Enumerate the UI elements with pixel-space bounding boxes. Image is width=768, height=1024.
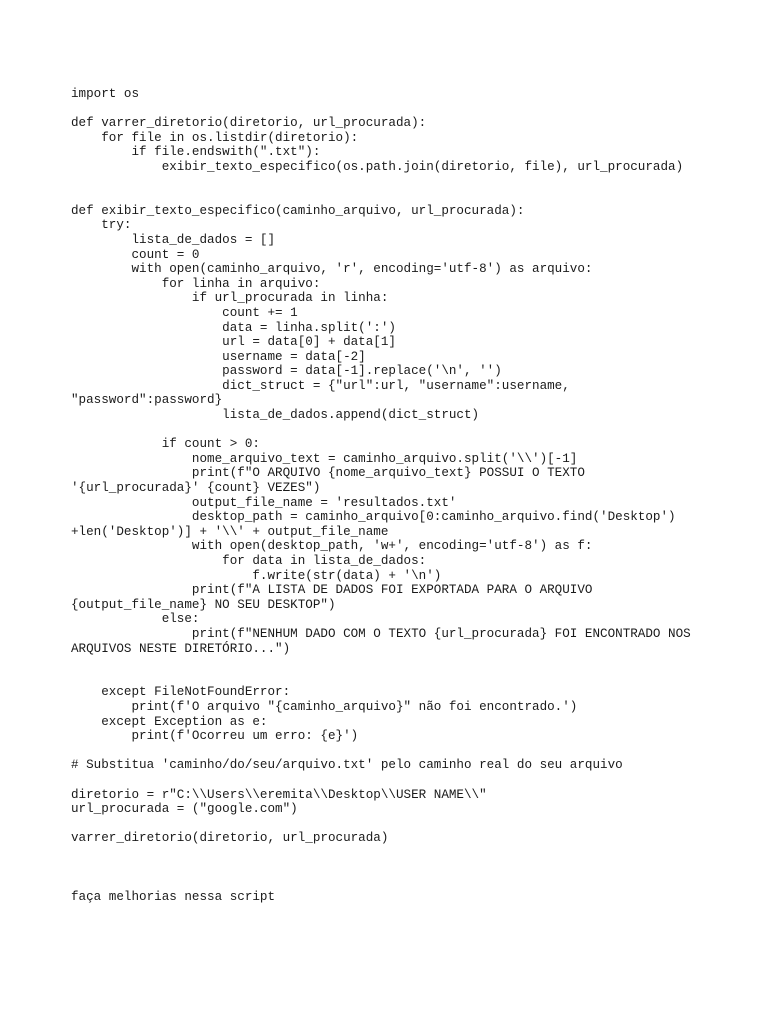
code-line <box>71 817 691 832</box>
code-line <box>71 656 691 671</box>
code-line <box>71 175 691 190</box>
code-line: count = 0 <box>71 247 200 262</box>
code-line: password = data[-1].replace('\n', '') <box>71 364 502 379</box>
code-line: '{url_procurada}' {count} VEZES") <box>71 481 321 496</box>
code-line: exibir_texto_especifico(os.path.join(diretorio, file), url_procurada) <box>71 159 684 174</box>
code-line <box>71 671 691 686</box>
code-line: with open(caminho_arquivo, 'r', encoding='utf-8') as arquivo: <box>71 262 593 277</box>
code-line: for data in lista_de_dados: <box>71 554 427 568</box>
code-line: lista_de_dados = [] <box>71 232 276 247</box>
code-line: lista_de_dados.append(dict_struct) <box>71 408 480 423</box>
code-line: try: <box>71 218 132 233</box>
code-line: for linha in arquivo: <box>71 276 321 291</box>
code-line: else: <box>71 612 200 627</box>
code-line <box>71 846 691 861</box>
code-line <box>71 744 691 759</box>
code-line: faça melhorias nessa script <box>71 889 276 904</box>
code-line: if count > 0: <box>71 437 260 452</box>
code-line: print(f'O arquivo "{caminho_arquivo}" não foi encontrado.') <box>71 699 578 714</box>
code-line: "password":password} <box>71 393 223 408</box>
code-line: f.write(str(data) + '\n') <box>71 568 442 583</box>
code-line: {output_file_name} NO SEU DESKTOP") <box>71 597 336 612</box>
code-line: print(f"O ARQUIVO {nome_arquivo_text} POSSUI O TEXTO <box>71 466 585 481</box>
code-line: output_file_name = 'resultados.txt' <box>71 495 457 510</box>
code-line: url = data[0] + data[1] <box>71 335 396 350</box>
code-line <box>71 423 691 438</box>
code-line: if file.endswith(".txt"): <box>71 145 321 160</box>
code-line: count += 1 <box>71 305 298 320</box>
code-line: for file in os.listdir(diretorio): <box>71 130 359 145</box>
code-line <box>71 773 691 788</box>
code-text <box>71 87 691 904</box>
code-line: url_procurada = ("google.com") <box>71 802 298 817</box>
code-line: username = data[-2] <box>71 349 366 364</box>
code-line: except FileNotFoundError: <box>71 685 291 700</box>
code-line <box>71 875 691 890</box>
code-line: def exibir_texto_especifico(caminho_arquivo, url_procurada): <box>71 203 525 218</box>
code-line: diretorio = r"C:\\Users\\eremita\\Desktop\\USER NAME\\" <box>71 787 487 802</box>
code-line <box>71 189 691 204</box>
code-line: dict_struct = {"url":url, "username":username, <box>71 378 570 393</box>
code-line: def varrer_diretorio(diretorio, url_procurada): <box>71 116 427 131</box>
code-line: with open(desktop_path, 'w+', encoding='utf-8') as f: <box>71 539 593 554</box>
code-line: print(f"NENHUM DADO COM O TEXTO {url_procurada} FOI ENCONTRADO NOS <box>71 626 691 641</box>
code-line: varrer_diretorio(diretorio, url_procurada) <box>71 831 389 846</box>
code-line: +len('Desktop')] + '\\' + output_file_name <box>71 524 389 539</box>
code-line: import os <box>71 87 140 101</box>
code-line <box>71 860 691 875</box>
code-line: ARQUIVOS NESTE DIRETÓRIO...") <box>71 641 291 656</box>
code-line: desktop_path = caminho_arquivo[0:caminho_arquivo.find('Desktop') <box>71 510 676 525</box>
code-line: nome_arquivo_text = caminho_arquivo.split('\\')[-1] <box>71 451 578 466</box>
code-line: if url_procurada in linha: <box>71 291 389 306</box>
code-line: except Exception as e: <box>71 714 268 729</box>
code-line: # Substitua 'caminho/do/seu/arquivo.txt' pelo caminho real do seu arquivo <box>71 758 623 773</box>
code-line: print(f"A LISTA DE DADOS FOI EXPORTADA PARA O ARQUIVO <box>71 583 593 598</box>
code-line: data = linha.split(':') <box>71 320 396 335</box>
code-line: print(f'Ocorreu um erro: {e}') <box>71 729 359 744</box>
code-line <box>71 102 691 117</box>
